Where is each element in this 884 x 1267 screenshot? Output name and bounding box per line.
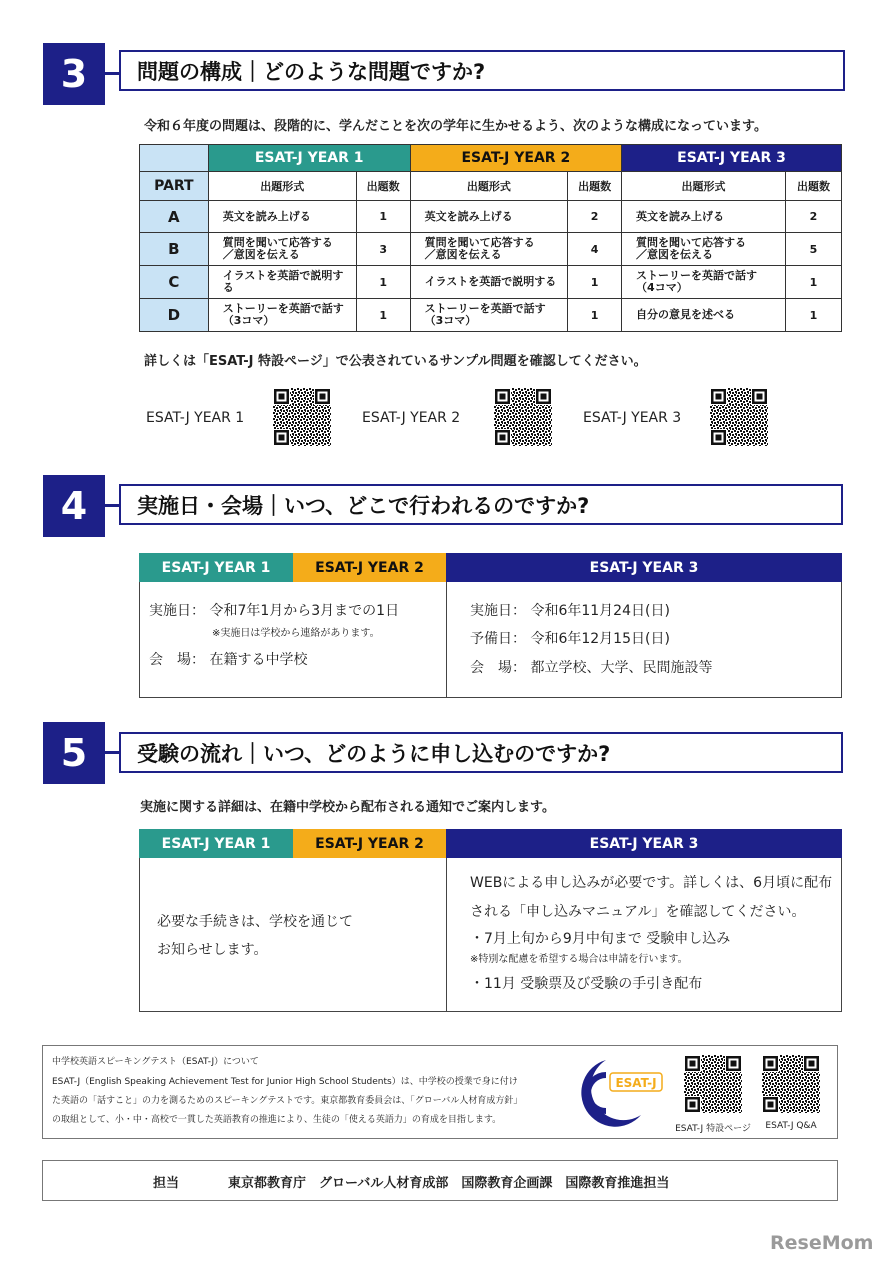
section-5-title: 受験の流れ｜いつ、どのように申し込むのですか? [119,732,843,773]
qr-code-special-page[interactable] [684,1055,742,1113]
count-cell: 1 [785,266,841,299]
section-4-connector [105,504,119,507]
count-cell: 1 [356,299,410,332]
count-header: 出題数 [785,172,841,201]
section-3-intro: 令和６年度の問題は、段階的に、学んだことを次の学年に生かせるよう、次のような構成になっています。 [144,119,767,134]
qr-label-special-page: ESAT-J 特設ページ [675,1124,751,1134]
year12-procedure-line1: 必要な手続きは、学校を通じて [157,914,353,930]
table-row [140,233,842,266]
column-divider [446,582,447,698]
format-cell: 英文を読み上げる [410,201,568,233]
about-heading: 中学校英語スピーキングテスト（ESAT-J）について [52,1057,259,1067]
year2-header: ESAT-J YEAR 2 [293,553,446,582]
part-label: D [140,299,209,332]
count-cell: 2 [785,201,841,233]
about-line1: ESAT-J（English Speaking Achievement Test for Junior High School Students）は、中学校の授業で身に付け [52,1077,518,1087]
year3-application-period: ・7月上旬から9月中旬まで 受験申し込み [470,931,731,947]
section-3-number: 3 [43,43,105,105]
year3-header: ESAT-J YEAR 3 [446,553,842,582]
table-row [140,266,842,299]
format-cell: 自分の意見を述べる [622,299,786,332]
year3-venue: 会 場： 都立学校、大学、民間施設等 [470,660,713,676]
format-cell: ストーリーを英語で話す （4コマ） [622,266,786,299]
count-cell: 2 [568,201,622,233]
format-cell: ストーリーを英語で話す （3コマ） [410,299,568,332]
year3-procedure-line1: WEBによる申し込みが必要です。詳しくは、6月頃に配布 [470,875,833,891]
qr-code-year3[interactable] [710,388,768,446]
format-cell: 質問を聞いて応答する ／意図を伝える [410,233,568,266]
year3-ticket-distribution: ・11月 受験票及び受験の手引き配布 [470,976,703,992]
year12-procedure-line2: お知らせします。 [157,942,268,958]
section-3-title: 問題の構成｜どのような問題ですか? [119,50,845,91]
logo-text: ESAT-J [615,1076,657,1090]
year3-special-note: ※特別な配慮を希望する場合は申請を行います。 [470,954,688,965]
count-header: 出題数 [356,172,410,201]
qr-code-year1[interactable] [273,388,331,446]
count-cell: 4 [568,233,622,266]
question-structure-table [139,144,842,332]
year12-date: 実施日： 令和7年1月から3月までの1日 [149,603,400,619]
count-cell: 1 [356,266,410,299]
year1-header: ESAT-J YEAR 1 [139,829,293,858]
contact-label: 担当 [153,1176,180,1191]
year3-reserve-date: 予備日： 令和6年12月15日(日) [470,631,670,647]
format-cell: 質問を聞いて応答する ／意図を伝える [208,233,356,266]
section-4-title: 実施日・会場｜いつ、どこで行われるのですか? [119,484,843,525]
part-label: B [140,233,209,266]
contact-organization: 東京都教育庁 グローバル人材育成部 国際教育企画課 国際教育推進担当 [228,1176,670,1191]
format-header: 出題形式 [410,172,568,201]
count-cell: 3 [356,233,410,266]
year1-header: ESAT-J YEAR 1 [139,553,293,582]
format-cell: 英文を読み上げる [208,201,356,233]
format-cell: イラストを英語で説明する [410,266,568,299]
qr-label-year1: ESAT-J YEAR 1 [146,410,245,426]
section-3-connector [105,72,119,75]
format-header: 出題形式 [208,172,356,201]
count-cell: 1 [568,266,622,299]
year3-header: ESAT-J YEAR 3 [446,829,842,858]
count-cell: 1 [785,299,841,332]
format-cell: イラストを英語で説明する [208,266,356,299]
about-line3: の取組として、小・中・高校で一貫した英語教育の推進により、生徒の「使える英語力」の育成を目指します。 [52,1115,502,1125]
table-corner [140,145,209,172]
about-line2: た英語の「話すこと」の力を測るためのスピーキングテストです。東京都教育委員会は、「グローバル人材育成方針」 [52,1096,523,1106]
format-cell: 英文を読み上げる [622,201,786,233]
qr-label-year3: ESAT-J YEAR 3 [583,410,682,426]
part-header: PART [140,172,209,201]
year3-date: 実施日： 令和6年11月24日(日) [470,603,670,619]
year2-header: ESAT-J YEAR 2 [293,829,446,858]
resemom-watermark: ReseMom [770,1232,874,1254]
format-cell: ストーリーを英語で話す （3コマ） [208,299,356,332]
qr-label-qa: ESAT-J Q&A [765,1121,817,1131]
qr-code-year2[interactable] [494,388,552,446]
year12-date-note: ※実施日は学校から連絡があります。 [212,628,380,639]
count-cell: 1 [568,299,622,332]
year3-header: ESAT-J YEAR 3 [622,145,842,172]
section-5-connector [105,751,119,754]
year1-header: ESAT-J YEAR 1 [208,145,410,172]
year12-venue: 会 場： 在籍する中学校 [149,652,308,668]
format-header: 出題形式 [622,172,786,201]
qr-label-year2: ESAT-J YEAR 2 [362,410,461,426]
esat-j-logo [566,1055,666,1130]
count-header: 出題数 [568,172,622,201]
count-cell: 5 [785,233,841,266]
table-row [140,299,842,332]
count-cell: 1 [356,201,410,233]
section-5-intro: 実施に関する詳細は、在籍中学校から配布される通知でご案内します。 [140,800,555,815]
table-row [140,201,842,233]
sample-note: 詳しくは「ESAT-J 特設ページ」で公表されているサンプル問題を確認してください。 [144,354,647,369]
section-4-number: 4 [43,475,105,537]
section-5-number: 5 [43,722,105,784]
part-label: A [140,201,209,233]
part-label: C [140,266,209,299]
year3-procedure-line2: される「申し込みマニュアル」を確認してください。 [470,904,806,920]
format-cell: 質問を聞いて応答する ／意図を伝える [622,233,786,266]
year2-header: ESAT-J YEAR 2 [410,145,621,172]
qr-code-qa[interactable] [762,1055,820,1113]
column-divider [446,858,447,1012]
